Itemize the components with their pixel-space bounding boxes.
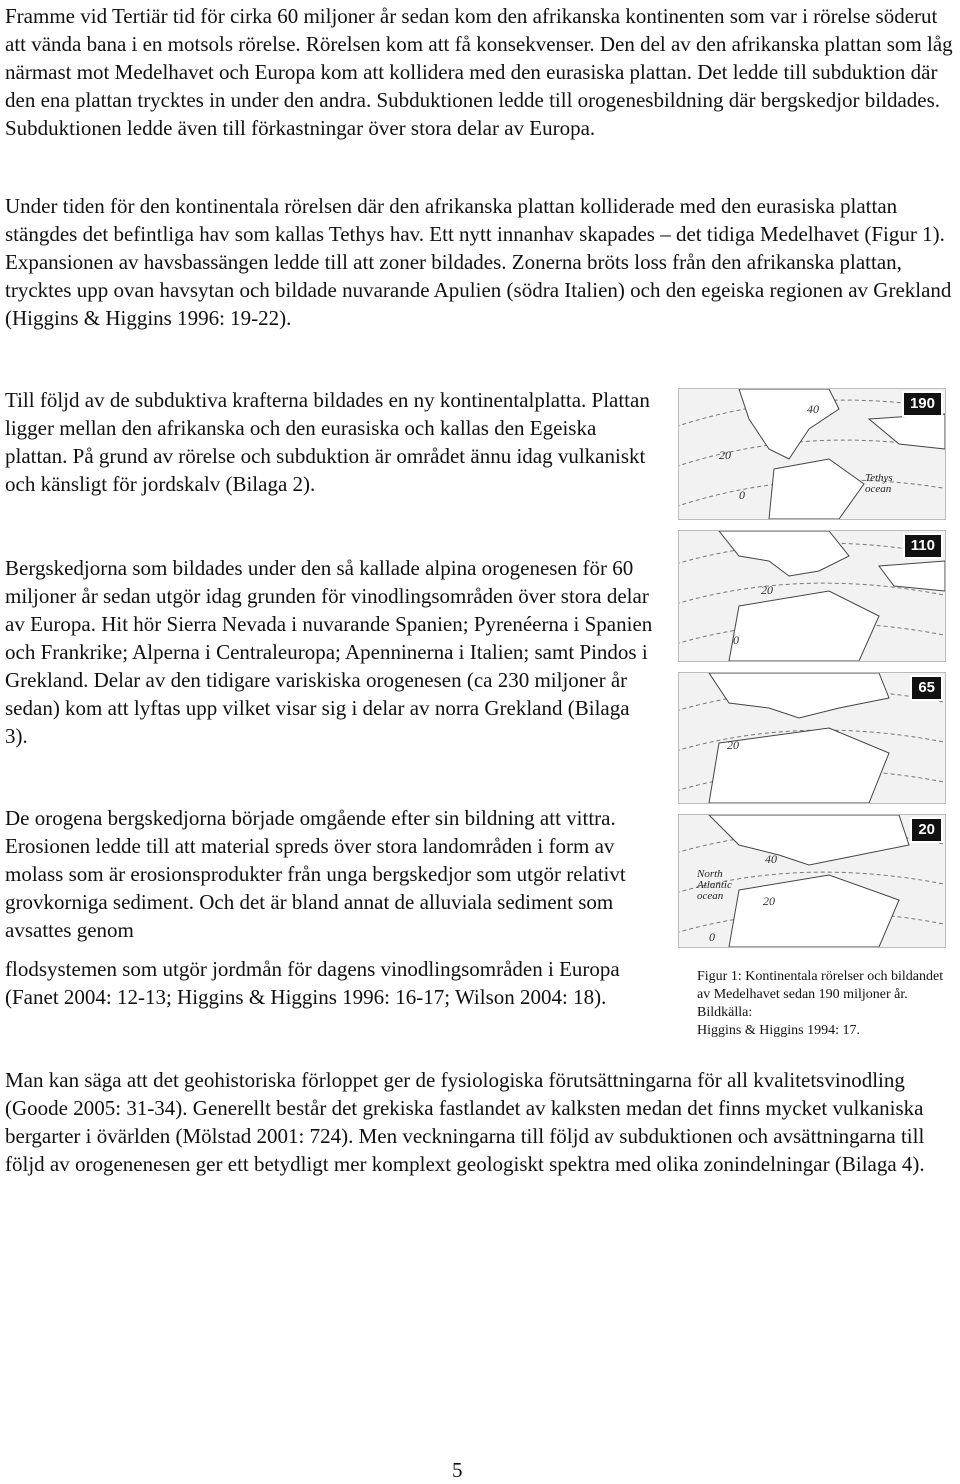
paragraph-1: Framme vid Tertiär tid för cirka 60 miljoner år sedan kom den afrikanska kontinenten som var i rörelse söderut att vända bana i en motsols rörelse. Rörelsen kom att få konsekvenser. Den del av den afrikanska plattan som låg närmast mot Medelhavet och Europa kom att kollidera med den eurasiska plattan. Det ledde till subduktion där den ena plattan trycktes in under den andra. Subduktionen ledde till orogenesbildning där bergskedjor bildades. Subduktionen ledde även till förkastningar över stora delar av Europa. (5, 4, 953, 140)
paragraph-2: Under tiden för den kontinentala rörelsen där den afrikanska plattan kolliderade med den eurasiska plattan stängdes det befintliga hav som kallas Tethys hav. Ett nytt innanhav skapades – det tidiga Medelhavet (Figur 1). Expansionen av havsbassängen ledde till att zoner bildades. Zonerna bröts loss från den afrikanska plattan, trycktes upp ovan havsytan och bildade nuvarande Apulien (södra Italien) och den egeiska regionen av Grekland (Higgins & Higgins 1996: 19-22). (5, 194, 952, 330)
figure-caption (697, 968, 947, 1040)
paragraph-4: Bergskedjorna som bildades under den så kallade alpina orogenesen för 60 miljoner år sedan utgör idag grunden för vinodlingsområden över stora delar av Europa. Hit hör Sierra Nevada i nuvarande Spanien; Pyrenéerna i Spanien och Frankrike; Alperna i Centraleuropa; Apenninerna i Italien; samt Pindos i Grekland. Delar av den tidigare variskiska orogenesen (ca 230 miljoner år sedan) kom att lyftas upp vilket visar sig i delar av norra Grekland (Bilaga 3). (5, 556, 653, 748)
latitude-label: 20 (727, 738, 739, 752)
map-panel-20 (678, 814, 946, 948)
paragraph-5a: De orogena bergskedjorna började omgående efter sin bildning att vittra. Erosionen ledde till att material spreds över stora landområden i form av molass som är erosionsprodukter från unga bergskedjor som utgör relativt grovkorniga sediment. Och det är bland annat de alluviala sediment som avsattes genom (5, 806, 626, 942)
latitude-label: 40 (765, 852, 777, 866)
year-badge: 110 (903, 533, 943, 559)
latitude-label: 0 (739, 488, 745, 502)
year-badge: 20 (910, 817, 943, 843)
ocean-label: Tethys ocean (865, 472, 893, 495)
caption-text: Figur 1: Kontinentala rörelser och bildandet av Medelhavet sedan 190 miljoner år. (697, 969, 944, 1002)
year-badge: 65 (910, 675, 943, 701)
paragraph-6: Man kan säga att det geohistoriska förloppet ger de fysiologiska förutsättningarna för all kvalitetsvinodling (Goode 2005: 31-34). Generellt består det grekiska fastlandet av kalksten medan det finns mycket vulkaniska bergarter i övärlden (Mölstad 2001: 724). Men veckningarna till följd av subduktionen och avsättningarna till följd av orogenenesen ger ett betydligt mer komplext geologiskt spektra med olika zonindelningar (Bilaga 4). (5, 1068, 925, 1176)
page-number: 5 (452, 1458, 463, 1482)
caption-source-label: Bildkälla: (697, 1005, 753, 1020)
map-panel-110 (678, 530, 946, 662)
figure-maps (678, 388, 956, 953)
map-panel-190 (678, 388, 946, 520)
map-graphic (679, 673, 945, 803)
latitude-label: 40 (807, 402, 819, 416)
map-panel-65 (678, 672, 946, 804)
latitude-label: 20 (719, 448, 731, 462)
latitude-label: 20 (763, 894, 775, 908)
ocean-label: North Atlantic ocean (697, 868, 732, 902)
latitude-label: 0 (733, 633, 739, 647)
latitude-label: 0 (709, 930, 715, 944)
latitude-label: 20 (761, 583, 773, 597)
year-badge: 190 (902, 391, 943, 417)
caption-source: Higgins & Higgins 1994: 17. (697, 1023, 860, 1038)
paragraph-5b: flodsystemen som utgör jordmån för dagens vinodlingsområden i Europa (Fanet 2004: 12-13; Higgins & Higgins 1996: 16-17; Wilson 2004: 18). (5, 957, 620, 1009)
paragraph-3: Till följd av de subduktiva krafterna bildades en ny kontinentalplatta. Plattan ligger mellan den afrikanska och den eurasiska och kallas den Egeiska plattan. På grund av rörelse och subduktion är området ännu idag vulkaniskt och känsligt för jordskalv (Bilaga 2). (5, 388, 650, 496)
